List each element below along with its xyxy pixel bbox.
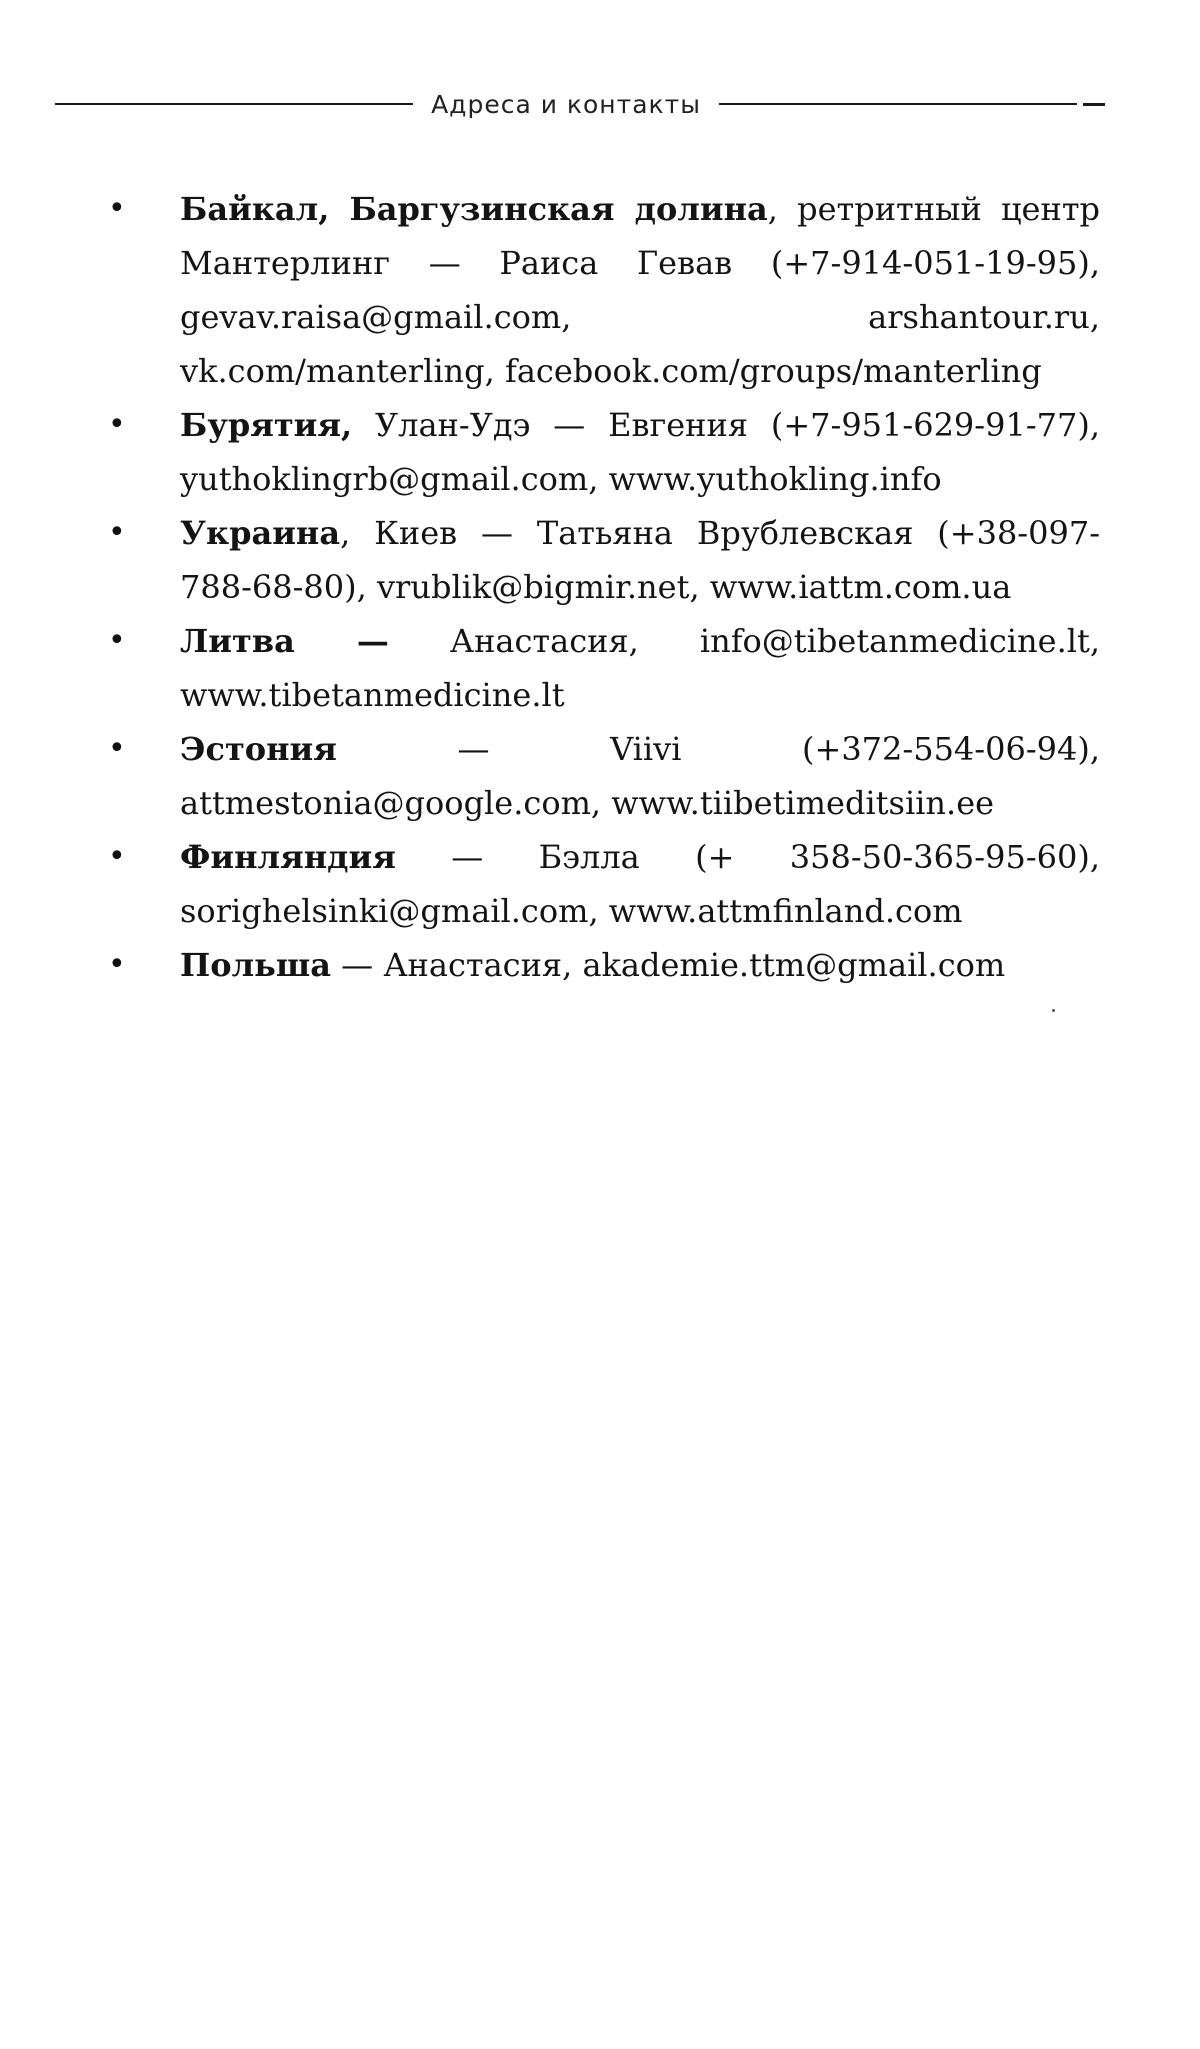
region-name: Польша <box>180 946 331 984</box>
contact-entry-estonia <box>0 722 1200 830</box>
contact-text <box>180 722 1100 830</box>
contact-text <box>180 830 1100 938</box>
contact-text <box>180 506 1100 614</box>
contact-text <box>180 614 1100 722</box>
header-rule-left <box>55 103 413 105</box>
bullet-icon: • <box>108 515 126 550</box>
region-name: Бурятия, <box>180 406 353 444</box>
contact-entry-lithuania <box>0 614 1200 722</box>
contact-text <box>180 398 1100 506</box>
contact-details: , ретритный центр Мантерлинг — Раиса Гевав (+7-914-051-19-95), gevav.raisa@gmail.com, arshantour.ru, vk.com/manterling, facebook.com/groups/manterling <box>180 190 1101 390</box>
contact-text <box>180 938 1100 992</box>
page-title: Адреса и контакты <box>431 89 701 119</box>
bullet-icon: • <box>108 623 126 658</box>
contact-details: Улан-Удэ — Евгения (+7-951-629-91-77), yuthoklingrb@gmail.com, www.yuthokling.info <box>180 406 1100 498</box>
region-name: Финляндия <box>180 838 396 876</box>
region-name: Литва — <box>180 622 389 660</box>
header-rule-end-mark <box>1083 103 1105 106</box>
running-header <box>55 86 1105 122</box>
region-name: Украина <box>180 514 341 552</box>
contact-entry-buryatia <box>0 398 1200 506</box>
contact-entry-finland <box>0 830 1200 938</box>
bullet-icon: • <box>108 731 126 766</box>
bullet-icon: • <box>108 839 126 874</box>
contacts-list <box>0 182 1200 992</box>
bullet-icon: • <box>108 191 126 226</box>
region-name: Эстония <box>180 730 337 768</box>
contact-details: — Бэлла (+ 358-50-365-95-60), sorighelsinki@gmail.com, www.attmfinland.com <box>180 838 1100 930</box>
stray-dot <box>1052 1009 1055 1012</box>
contact-entry-poland <box>0 938 1200 992</box>
header-rule-right <box>719 103 1077 105</box>
region-name: Байкал, Баргузинская долина <box>180 190 768 228</box>
contact-details: — Анастасия, akademie.ttm@gmail.com <box>330 946 1006 984</box>
contact-entry-ukraine <box>0 506 1200 614</box>
contact-details: — Viivi (+372-554-06-94), attmestonia@google.com, www.tiibetimeditsiin.ee <box>180 730 1100 822</box>
contact-details: Анастасия, info@tibetanmedicine.lt, www.tibetanmedicine.lt <box>180 622 1100 714</box>
contact-entry-baikal <box>0 182 1200 398</box>
bullet-icon: • <box>108 407 126 442</box>
bullet-icon: • <box>108 947 126 982</box>
contact-text <box>180 182 1100 398</box>
contact-details: , Киев — Татьяна Врублевская (+38-097-788-68-80), vrublik@bigmir.net, www.iattm.com.ua <box>180 514 1100 606</box>
